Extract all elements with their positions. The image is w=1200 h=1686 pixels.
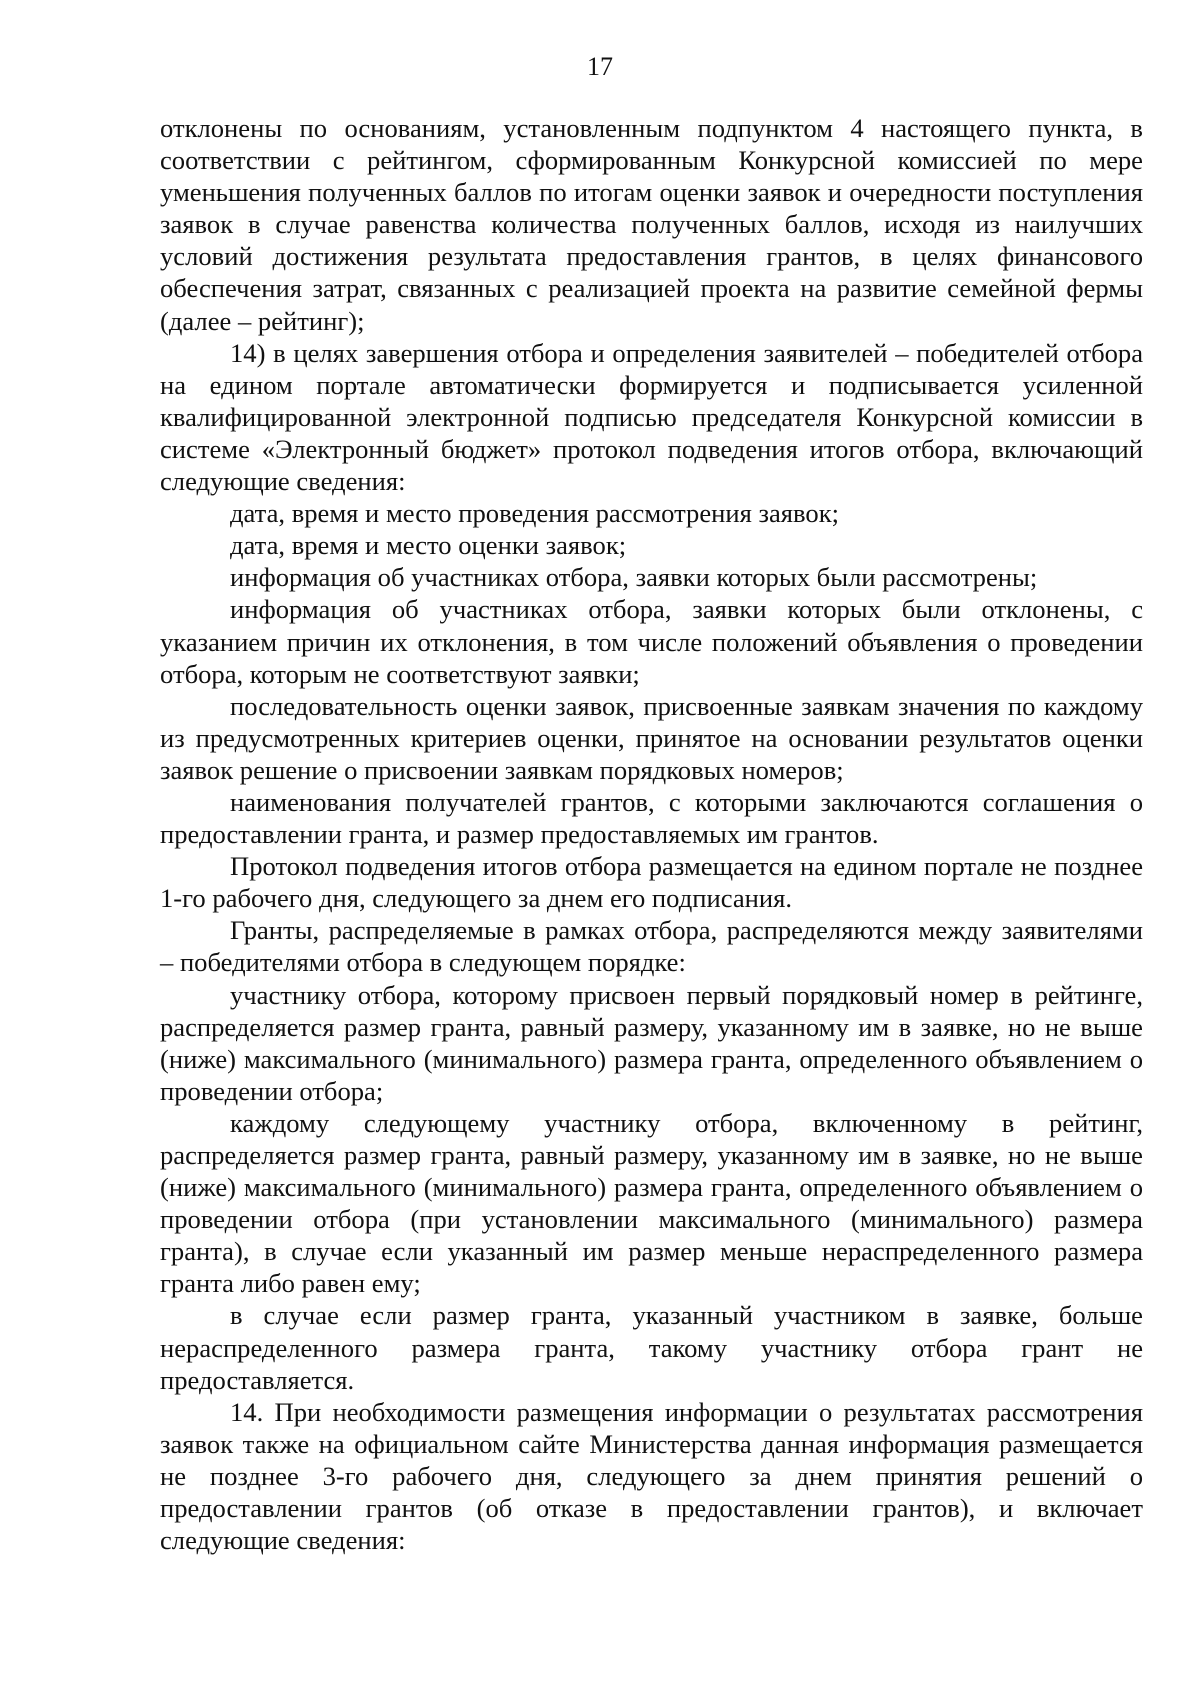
paragraph-continuation: отклонены по основаниям, установленным подпунктом 4 настоящего пункта, в соответствии с рейтингом, сформированным Конкурсной комиссией по мере уменьшения полученных баллов по итогам оценки заявок и очередности поступления заявок в случае равенства количества полученных баллов, исходя из наилучших условий достижения результата предоставления грантов, в целях финансового обеспечения затрат, связанных с реализацией проекта на развитие семейной фермы (далее – рейтинг); xyxy=(160,113,1143,336)
paragraph-item-14-results: 14. При необходимости размещения информации о результатах рассмотрения заявок также на официальном сайте Министерства данная информация размещается не позднее 3-го рабочего дня, следующего за днем принятия решений о предоставлении грантов (об отказе в предоставлении грантов), и включает следующие сведения: xyxy=(160,1396,1143,1556)
paragraph-protocol-info: последовательность оценки заявок, присвоенные заявкам значения по каждому из предусмотренных критериев оценки, принятое на основании результатов оценки заявок решение о присвоении заявкам порядковых номеров; xyxy=(160,690,1143,785)
paragraph-protocol-info: информация об участниках отбора, заявки которых были отклонены, с указанием причин их отклонения, в том числе положений объявления о проведении отбора, которым не соответствуют заявки; xyxy=(160,594,1143,689)
paragraph-distribution-rule: в случае если размер гранта, указанный участником в заявке, больше нераспределенного размера гранта, такому участнику отбора грант не предоставляется. xyxy=(160,1300,1143,1395)
paragraph-protocol-info: информация об участниках отбора, заявки которых были рассмотрены; xyxy=(230,562,1038,593)
page-number: 17 xyxy=(587,52,613,81)
paragraph-item-14: 14) в целях завершения отбора и определения заявителей – победителей отбора на едином портале автоматически формируется и подписывается усиленной квалифицированной электронной подписью председателя Конкурсной комиссии в системе «Электронный бюджет» протокол подведения итогов отбора, включающий следующие сведения: xyxy=(160,337,1143,497)
paragraph-grant-distribution: Гранты, распределяемые в рамках отбора, распределяются между заявителями – победителями отбора в следующем порядке: xyxy=(160,915,1143,978)
paragraph-protocol-info: дата, время и место оценки заявок; xyxy=(230,530,627,561)
paragraph-protocol-publication: Протокол подведения итогов отбора размещается на едином портале не позднее 1-го рабочего дня, следующего за днем его подписания. xyxy=(160,851,1143,914)
paragraph-distribution-rule: участнику отбора, которому присвоен первый порядковый номер в рейтинге, распределяется размер гранта, равный размеру, указанному им в заявке, но не выше (ниже) максимального (минимального) размера гранта, определенного объявлением о проведении отбора; xyxy=(160,979,1143,1106)
paragraph-distribution-rule: каждому следующему участнику отбора, включенному в рейтинг, распределяется размер гранта, равный размеру, указанному им в заявке, но не выше (ниже) максимального (минимального) размера гранта, определенного объявлением о проведении отбора (при установлении максимального (минимального) размера гранта), в случае если указанный им размер меньше нераспределенного размера гранта либо равен ему; xyxy=(160,1107,1143,1299)
paragraph-protocol-info: наименования получателей грантов, с которыми заключаются соглашения о предоставлении гранта, и размер предоставляемых им грантов. xyxy=(160,786,1143,850)
document-body xyxy=(160,112,1143,1556)
paragraph-protocol-info: дата, время и место проведения рассмотрения заявок; xyxy=(230,498,840,529)
